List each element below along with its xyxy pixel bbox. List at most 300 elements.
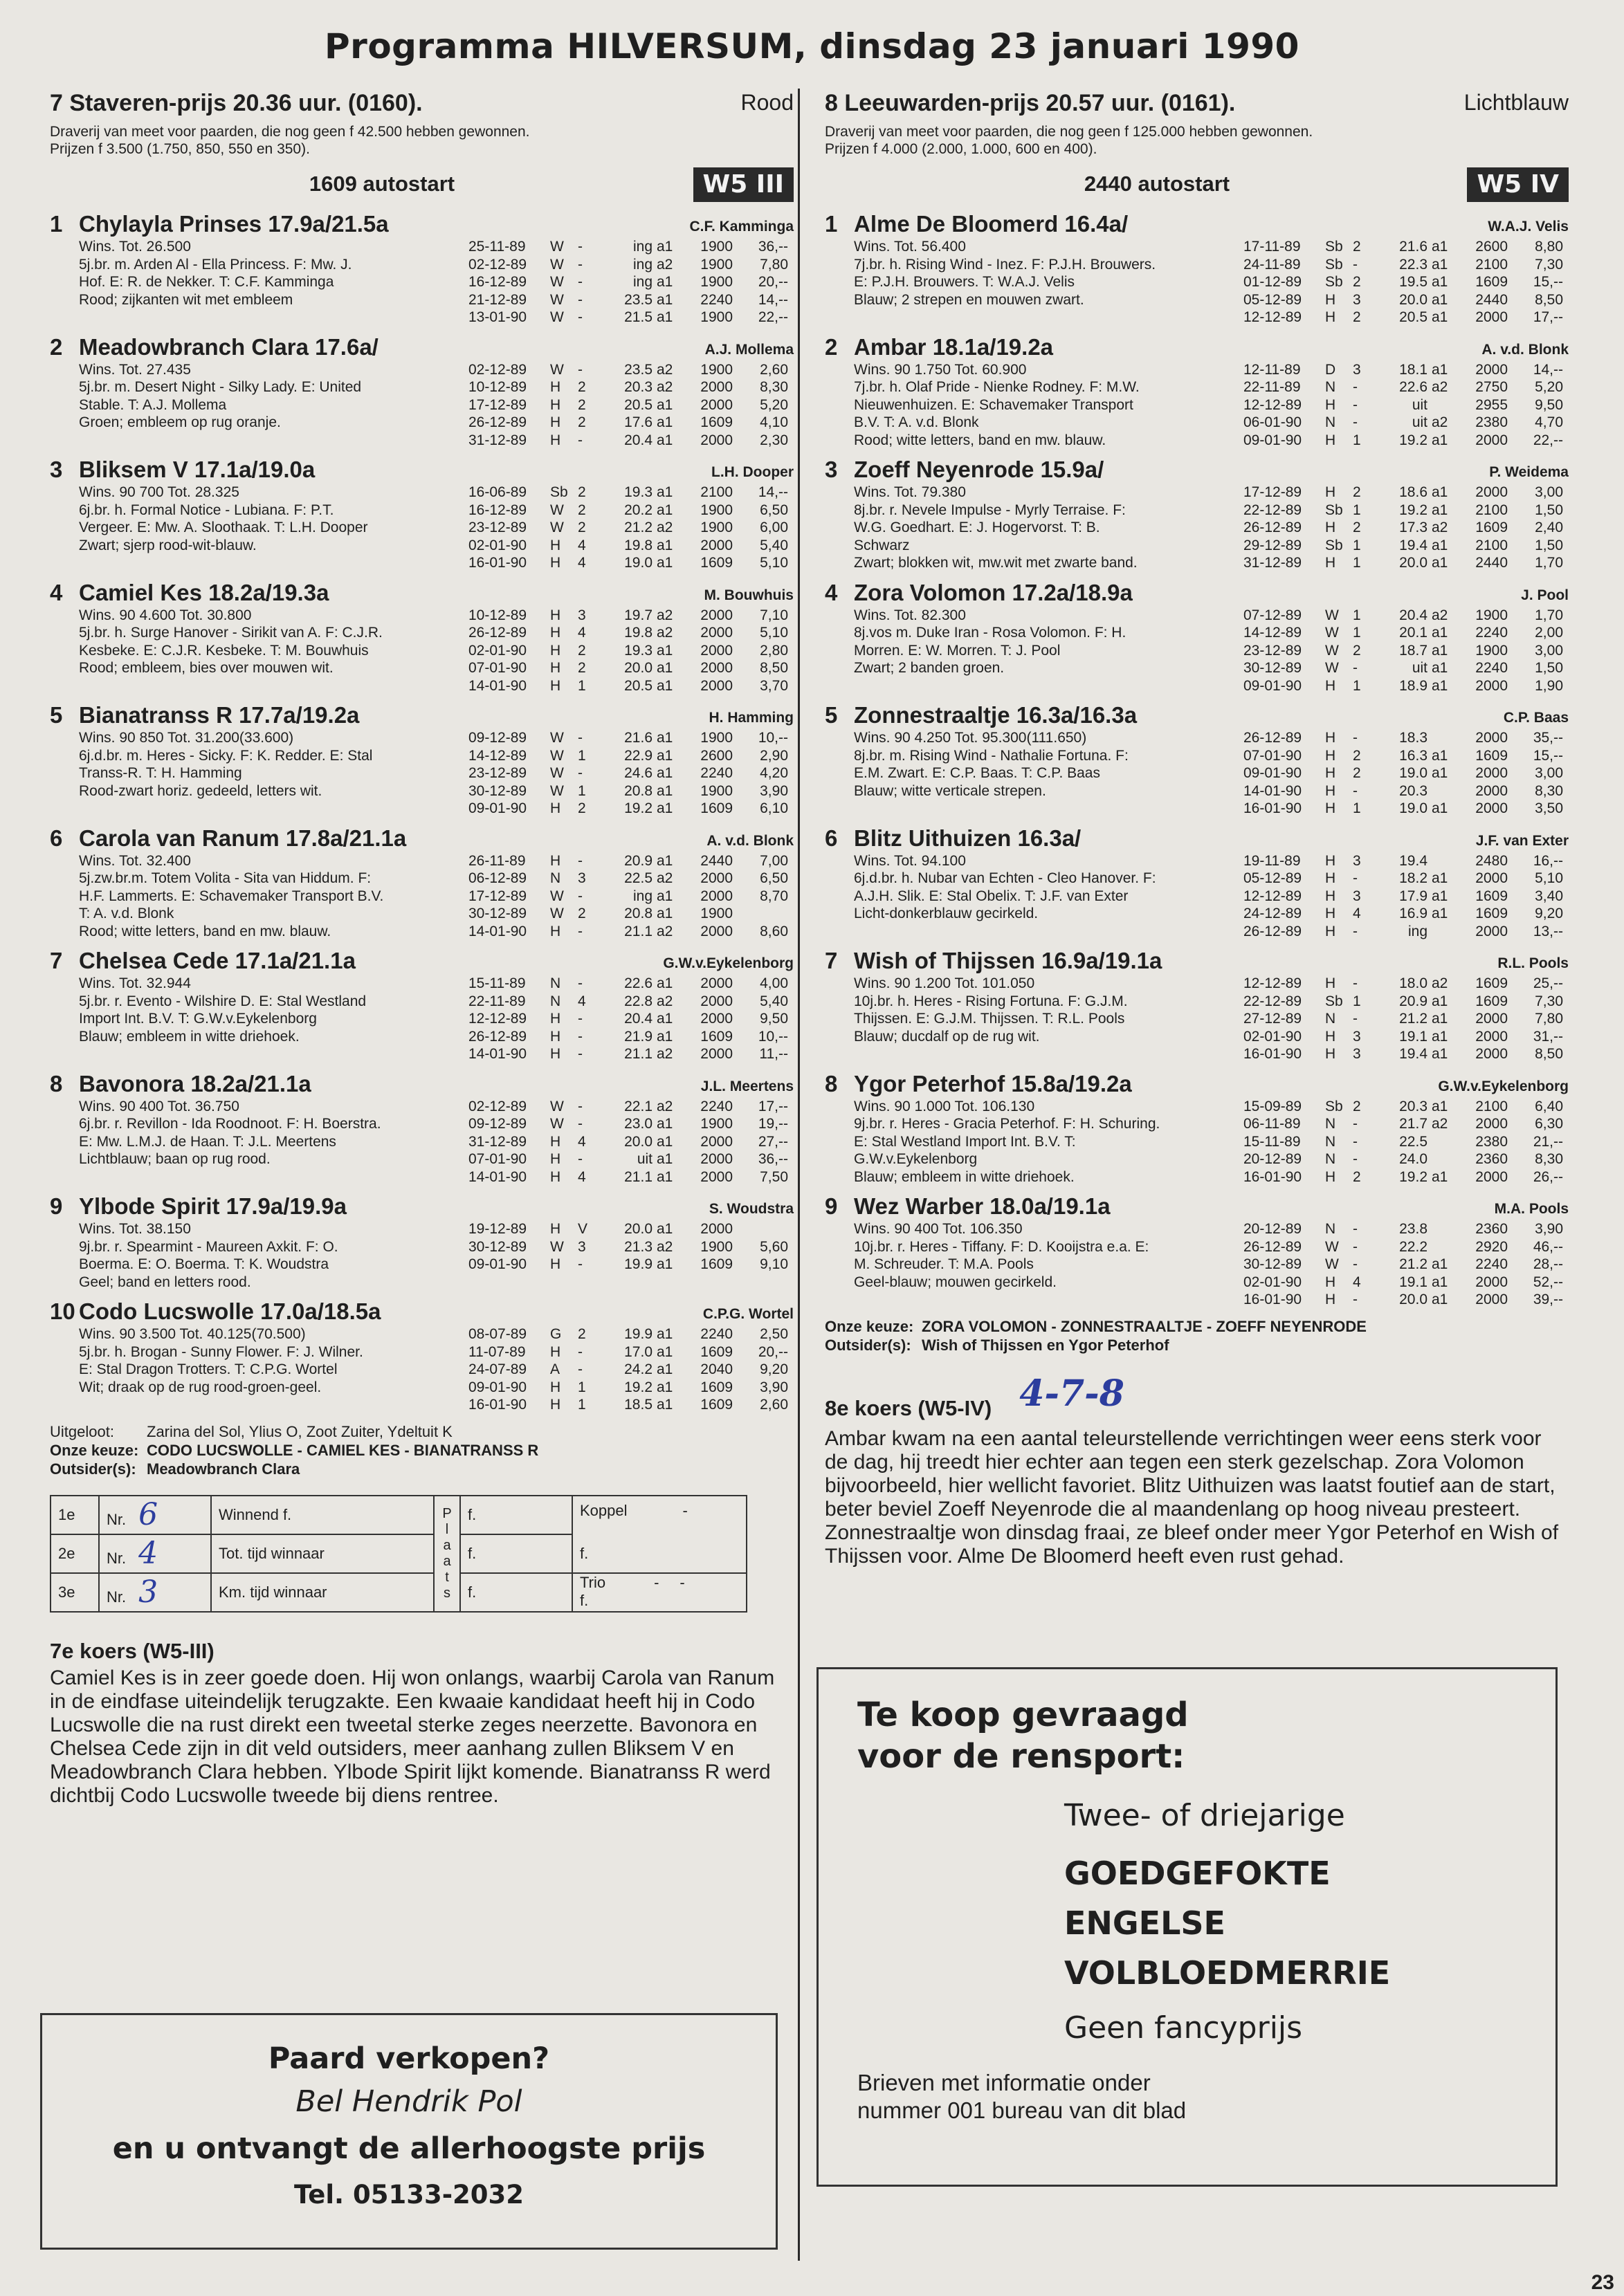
result-time: 19.3 <box>624 484 653 500</box>
ad-bold-line: VOLBLOEDMERRIE <box>1064 1954 1391 1992</box>
result-track: H <box>1325 888 1336 904</box>
result-time: 21.3 <box>624 1238 653 1255</box>
horse-entry <box>825 947 1569 1063</box>
result-row <box>468 537 794 555</box>
horse-info <box>79 361 466 432</box>
result-odds: 8,50 <box>760 660 788 676</box>
result-track: W <box>1325 642 1339 659</box>
horse-info-line: Wins. Tot. 79.380 <box>854 484 966 500</box>
horse-info-line: Thijssen. E: G.J.M. Thijssen. T: R.L. Pools <box>854 1011 1125 1027</box>
result-odds: 3,00 <box>1535 642 1563 659</box>
result-time: 20.0 <box>1399 555 1427 571</box>
result-row <box>1243 1150 1569 1168</box>
result-odds: 5,20 <box>760 396 788 413</box>
result-odds: 52,-- <box>1533 1274 1563 1290</box>
horse-details <box>825 607 1569 695</box>
result-track: W <box>550 730 564 746</box>
result-time: 20.0 <box>1399 1292 1427 1307</box>
trainer-name: A. v.d. Blonk <box>1481 341 1569 358</box>
result-distance: 2380 <box>1475 414 1508 430</box>
result-odds: 6,50 <box>760 502 788 518</box>
result-track: N <box>550 870 561 886</box>
result-track: H <box>1325 484 1336 500</box>
result-date: 30-12-89 <box>1243 660 1302 676</box>
result-start: a1 <box>1432 677 1448 694</box>
commentary-race-8 <box>825 1372 1569 1568</box>
result-place: - <box>1353 1011 1358 1027</box>
horse-number: 4 <box>50 579 63 605</box>
ad-bold-line: ENGELSE <box>1064 1904 1225 1942</box>
result-place: - <box>1353 379 1358 395</box>
horse-info-line: Blauw; embleem in witte driehoek. <box>854 1168 1075 1185</box>
result-distance: 2000 <box>1475 309 1508 325</box>
result-row <box>468 309 794 327</box>
result-date: 24-11-89 <box>1243 256 1301 273</box>
result-distance: 1900 <box>700 1238 733 1255</box>
result-distance: 2000 <box>700 607 733 623</box>
horse-info-line: Wins. Tot. 94.100 <box>854 852 966 869</box>
result-start: a2 <box>657 1238 673 1255</box>
result-row <box>1243 1028 1569 1046</box>
result-time: 23.5 <box>624 361 653 378</box>
horse-name-text: Bliksem V 17.1a/19.0a <box>79 457 316 482</box>
result-start: a1 <box>1432 906 1448 921</box>
horse-info <box>854 607 1241 677</box>
result-time: 18.3 <box>1399 730 1427 746</box>
horse-info-line: Geel; band en letters rood. <box>79 1274 251 1290</box>
horse-info-line: Wins. Tot. 32.944 <box>79 975 191 991</box>
result-track: H <box>550 1028 561 1045</box>
result-odds: 7,80 <box>760 256 788 273</box>
result-start: a1 <box>657 975 673 991</box>
result-odds: 2,00 <box>1535 625 1563 641</box>
horse-name <box>825 947 1569 975</box>
horse-info <box>854 484 1241 572</box>
result-place: - <box>578 1028 583 1045</box>
result-track: H <box>1325 1168 1336 1185</box>
result-track: W <box>550 502 564 518</box>
horse-name <box>825 210 1569 238</box>
result-row <box>468 1098 794 1116</box>
result-odds: 8,50 <box>1535 291 1563 308</box>
result-start <box>1427 1220 1458 1238</box>
horse-name-text: Codo Lucswolle 17.0a/18.5a <box>79 1298 381 1324</box>
result-distance: 2000 <box>1475 782 1508 799</box>
horse-info-line: 6j.br. h. Formal Notice - Lubiana. F: P.T. <box>79 502 334 518</box>
result-time: 22.8 <box>624 993 653 1009</box>
result-odds: 8,30 <box>1535 782 1563 799</box>
result-odds: 3,00 <box>1535 484 1563 500</box>
result-track: N <box>1325 1221 1336 1237</box>
result-place: 2 <box>578 379 586 395</box>
result-place: - <box>1353 782 1358 799</box>
result-track: H <box>550 432 561 448</box>
result-distance: 2240 <box>700 765 733 781</box>
result-odds: 26,-- <box>1533 1168 1563 1185</box>
result-distance: 2000 <box>700 975 733 991</box>
result-track: N <box>1325 1133 1336 1150</box>
horse-number: 2 <box>50 333 63 360</box>
result-time: 21.1 <box>624 1046 653 1062</box>
result-time: 20.3 <box>624 379 653 395</box>
result-row <box>1243 1256 1569 1274</box>
result-odds: 2,60 <box>760 361 788 378</box>
result-place: 2 <box>578 1326 586 1342</box>
result-date: 14-01-90 <box>468 677 527 694</box>
horse-info <box>854 852 1241 923</box>
result-place: 2 <box>1353 1098 1361 1114</box>
result-distance: 2600 <box>1475 239 1508 255</box>
result-distance: 2000 <box>1475 1274 1508 1290</box>
trainer-name: A. v.d. Blonk <box>706 832 794 849</box>
result-start: a1 <box>1432 1028 1448 1045</box>
result-start: a1 <box>1432 993 1448 1009</box>
form-koppel-label <box>580 1502 739 1520</box>
result-odds: 2,50 <box>760 1326 788 1342</box>
results-table <box>1243 1220 1569 1309</box>
result-row <box>1243 1098 1569 1116</box>
result-odds: 2,40 <box>1535 520 1563 535</box>
result-distance: 2480 <box>1475 852 1508 869</box>
results-table <box>1243 852 1569 941</box>
result-track: H <box>1325 906 1336 921</box>
result-place: - <box>578 1256 583 1272</box>
result-start: a2 <box>657 520 673 535</box>
result-date: 21-12-89 <box>468 291 527 308</box>
horse-number: 9 <box>50 1193 63 1219</box>
result-place: - <box>578 361 583 378</box>
result-track: Sb <box>1325 502 1343 518</box>
result-date: 20-12-89 <box>1243 1221 1302 1237</box>
result-time: 18.7 <box>1399 642 1427 659</box>
result-place: - <box>1353 870 1358 886</box>
result-date: 30-12-89 <box>1243 1256 1302 1272</box>
result-distance: 2240 <box>1475 625 1508 641</box>
result-distance: 2000 <box>700 1168 733 1185</box>
result-start: a1 <box>657 1343 673 1360</box>
result-date: 17-12-89 <box>1243 484 1302 500</box>
horse-info-line: 8j.br. m. Rising Wind - Nathalie Fortuna. F: <box>854 747 1129 764</box>
result-start: a1 <box>657 1397 673 1413</box>
result-date: 12-12-89 <box>1243 975 1302 991</box>
result-start <box>1427 1133 1458 1151</box>
horse-entry <box>50 333 794 450</box>
result-track: H <box>550 625 561 641</box>
result-start: a1 <box>657 1379 673 1395</box>
result-date: 16-01-90 <box>1243 800 1302 816</box>
result-odds: 10,-- <box>758 730 788 746</box>
note-line <box>50 1441 794 1460</box>
result-time: 22.2 <box>1399 1238 1427 1255</box>
result-distance: 1900 <box>700 274 733 290</box>
result-row <box>1243 870 1569 888</box>
result-track: H <box>550 379 561 395</box>
result-track: H <box>550 1046 561 1062</box>
result-odds: 22,-- <box>1533 432 1563 448</box>
result-track: H <box>1325 520 1336 535</box>
result-time: 19.1 <box>1399 1028 1427 1045</box>
result-start: a1 <box>1432 309 1448 325</box>
result-distance: 1609 <box>1475 888 1508 904</box>
trainer-name: H. Hamming <box>709 710 794 726</box>
result-row <box>1243 238 1569 256</box>
result-start: a1 <box>657 484 673 500</box>
result-odds: 13,-- <box>1533 923 1563 939</box>
result-start: a1 <box>657 1133 673 1150</box>
result-row <box>468 870 794 888</box>
horse-info <box>79 1098 466 1168</box>
note-text: Wish of Thijssen en Ygor Peterhof <box>922 1336 1169 1354</box>
horse-entry <box>50 456 794 572</box>
commentary-title <box>825 1372 1569 1424</box>
horse-number: 7 <box>50 948 63 973</box>
result-time: 19.2 <box>624 1379 653 1395</box>
result-odds: 7,30 <box>1535 993 1563 1009</box>
result-row <box>1243 484 1569 502</box>
result-distance: 2000 <box>700 379 733 395</box>
result-date: 16-01-90 <box>1243 1168 1302 1185</box>
result-odds: 28,-- <box>1533 1256 1563 1272</box>
form-nr-label: Nr. <box>107 1511 127 1528</box>
result-track: W <box>550 906 564 921</box>
result-track: H <box>550 642 561 659</box>
result-distance: 2040 <box>700 1361 733 1377</box>
result-odds: 20,-- <box>758 274 788 290</box>
result-start: a1 <box>657 1221 673 1237</box>
result-row <box>1243 993 1569 1011</box>
result-row <box>1243 852 1569 870</box>
result-distance: 2750 <box>1475 379 1508 395</box>
result-date: 29-12-89 <box>1243 537 1302 553</box>
result-row <box>1243 378 1569 396</box>
result-row <box>1243 1168 1569 1186</box>
result-row <box>468 782 794 800</box>
horse-info-line: H.F. Lammerts. E: Schavemaker Transport B.V. <box>79 888 384 904</box>
result-date: 14-12-89 <box>1243 625 1302 641</box>
results-table <box>1243 1098 1569 1186</box>
result-place: 2 <box>1353 747 1361 764</box>
result-odds: 25,-- <box>1533 975 1563 991</box>
result-row <box>468 1028 794 1046</box>
trainer-name: C.F. Kamminga <box>689 219 794 235</box>
result-odds: 7,30 <box>1535 256 1563 273</box>
trainer-name: J.L. Meertens <box>700 1078 794 1094</box>
race-conditions: Prijzen f 4.000 (2.000, 1.000, 600 en 400). <box>825 141 1097 157</box>
horse-info <box>854 1098 1241 1186</box>
horse-name-text: Wez Warber 18.0a/19.1a <box>854 1193 1111 1219</box>
result-time: 23.5 <box>624 291 653 308</box>
result-track: W <box>550 291 564 308</box>
result-place: - <box>578 309 583 325</box>
result-time: 18.2 <box>1399 870 1427 886</box>
horse-number: 5 <box>50 702 63 728</box>
result-distance: 1609 <box>1475 906 1508 921</box>
result-track: H <box>550 677 561 694</box>
result-odds: 5,40 <box>760 993 788 1009</box>
horse-name <box>50 579 794 607</box>
result-odds: 1,70 <box>1535 555 1563 571</box>
horse-name <box>825 579 1569 607</box>
result-track: W <box>550 520 564 535</box>
result-date: 06-11-89 <box>1243 1116 1301 1132</box>
result-start: a2 <box>657 361 673 378</box>
result-place: 4 <box>578 1133 586 1150</box>
advertisement-wanted <box>816 1667 1558 2187</box>
result-track: H <box>1325 782 1336 799</box>
horse-details <box>50 1098 794 1186</box>
result-row <box>468 747 794 765</box>
result-odds: 5,10 <box>760 555 788 571</box>
horse-entry <box>825 210 1569 327</box>
result-time: 17.9 <box>1399 888 1427 904</box>
form-nr-cell <box>99 1573 211 1612</box>
result-date: 19-12-89 <box>468 1221 527 1237</box>
horse-info-line: Blauw; ducdalf op de rug wit. <box>854 1028 1040 1045</box>
horse-info-line: Wins. Tot. 38.150 <box>79 1221 191 1237</box>
result-time: 19.4 <box>1399 852 1427 869</box>
result-date: 16-01-90 <box>468 555 527 571</box>
result-time: 19.0 <box>1399 765 1427 781</box>
ad-line: Twee- of driejarige <box>1064 1798 1345 1833</box>
result-distance: 1900 <box>1475 642 1508 659</box>
horse-entry <box>50 701 794 818</box>
result-track: H <box>550 1343 561 1360</box>
result-row <box>468 238 794 256</box>
result-distance: 1900 <box>1475 607 1508 623</box>
result-time: 21.2 <box>624 520 653 535</box>
result-date: 31-12-89 <box>1243 555 1302 571</box>
result-time: 23.8 <box>1399 1221 1427 1237</box>
result-odds: 1,90 <box>1535 677 1563 694</box>
horse-info-line: 6j.d.br. h. Nubar van Echten - Cleo Hanover. F: <box>854 870 1156 886</box>
result-track: H <box>1325 1274 1336 1290</box>
result-distance: 2600 <box>700 747 733 764</box>
result-date: 14-12-89 <box>468 747 527 764</box>
ad-line: Paard verkopen? <box>268 2041 550 2076</box>
result-place: - <box>1353 1151 1358 1167</box>
result-row <box>1243 519 1569 537</box>
ad-line: en u ontvangt de allerhoogste prijs <box>112 2131 706 2166</box>
result-track: N <box>1325 414 1336 430</box>
result-date: 20-12-89 <box>1243 1151 1302 1167</box>
horse-entry <box>825 579 1569 695</box>
result-row <box>1243 888 1569 906</box>
result-time: 18.1 <box>1399 361 1427 378</box>
results-table <box>1243 361 1569 450</box>
result-date: 09-01-90 <box>468 800 527 816</box>
result-start: a1 <box>1432 660 1448 676</box>
result-distance: 2000 <box>700 1221 733 1237</box>
result-row <box>468 659 794 677</box>
horse-info <box>854 238 1241 309</box>
commentary-text: Camiel Kes is in zeer goede doen. Hij won onlangs, waarbij Carola van Ranum in de eindfase uiteindelijk terugzakte. Een kwaaie kandidaat heeft hij in Codo Lucswolle die na rust direkt een tweetal sterke zeges neerzette. Bavonora en Chelsea Cede zijn in dit veld outsiders, meer aanhang zullen Bliksem V en Meadowbranch Clara hebben. Ylbode Spirit lijkt komende. Bianatranss R werd dichtbij Codo Lucswolle tweede bij diens rentree. <box>50 1666 775 1807</box>
horse-details <box>50 1220 794 1291</box>
result-row <box>468 396 794 414</box>
result-distance: 1900 <box>700 361 733 378</box>
result-track: N <box>1325 379 1336 395</box>
result-start: a2 <box>1432 379 1448 395</box>
result-track: W <box>550 361 564 378</box>
result-time: 19.1 <box>1399 1274 1427 1290</box>
horse-name-text: Zonnestraaltje 16.3a/16.3a <box>854 702 1138 728</box>
horse-name-text: Meadowbranch Clara 17.6a/ <box>79 333 378 360</box>
result-row <box>468 624 794 642</box>
result-start <box>1427 1150 1458 1168</box>
result-time: 19.2 <box>1399 1168 1427 1185</box>
horse-number: 5 <box>825 702 838 728</box>
result-place: - <box>578 239 583 255</box>
horse-info-line: Rood; zijkanten wit met embleem <box>79 291 293 308</box>
horse-details <box>825 1220 1569 1309</box>
result-place: 2 <box>1353 484 1361 500</box>
result-row <box>1243 729 1569 747</box>
horse-info-line: 6j.br. r. Revillon - Ida Roodnoot. F: H. Boerstra. <box>79 1116 381 1132</box>
result-place: - <box>578 291 583 308</box>
result-time: uit <box>637 1151 653 1167</box>
result-start: a1 <box>1432 1168 1448 1185</box>
trainer-name: C.P.G. Wortel <box>702 1306 794 1322</box>
form-label: Winnend f. <box>211 1496 434 1534</box>
result-date: 09-01-90 <box>468 1256 527 1272</box>
commentary-text: Ambar kwam na een aantal teleurstellende verrichtingen weer eens sterk voor de dag, hij treedt hier echter aan tegen een sterk gezelschap. Zora Volomon bijvoorbeeld, hier wellicht favoriet. Blitz Uithuizen was laatst foutief aan de start, beter beviel Zoeff Neyenrode die al maandenlang op hoog niveau presteert. Zonnestraaltje won dinsdag fraai, ze bleef onder meer Ygor Peterhof en Wish of Thijssen voor. Alme De Bloomerd heeft even rust gehad. <box>825 1426 1559 1568</box>
result-date: 12-12-89 <box>1243 396 1302 413</box>
horse-info-line: E: Stal Westland Import Int. B.V. T: <box>854 1133 1076 1150</box>
result-track: H <box>550 414 561 430</box>
result-distance: 2000 <box>1475 730 1508 746</box>
result-place: - <box>578 975 583 991</box>
horse-name-text: Bavonora 18.2a/21.1a <box>79 1070 311 1096</box>
result-track: W <box>550 256 564 273</box>
result-row <box>468 519 794 537</box>
result-odds: 10,-- <box>758 1028 788 1045</box>
result-distance: 2000 <box>1475 765 1508 781</box>
result-odds: 9,20 <box>1535 906 1563 921</box>
form-trio <box>572 1573 747 1612</box>
result-row <box>1243 975 1569 993</box>
result-place: 1 <box>1353 677 1361 694</box>
horse-info-line: Wins. 90 400 Tot. 36.750 <box>79 1098 239 1114</box>
result-date: 31-12-89 <box>468 1133 527 1150</box>
result-row <box>468 888 794 906</box>
result-row <box>468 554 794 572</box>
result-time: 19.4 <box>1399 537 1427 553</box>
result-distance: 2440 <box>1475 555 1508 571</box>
horse-info-line: Wins. Tot. 82.300 <box>854 607 966 623</box>
bet-type-badge: W5 IV <box>1467 167 1569 202</box>
horse-info-line: Wins. Tot. 27.435 <box>79 361 191 378</box>
horse-entry <box>825 333 1569 450</box>
result-date: 14-01-90 <box>468 1046 527 1062</box>
result-row <box>468 484 794 502</box>
horse-name-text: Camiel Kes 18.2a/19.3a <box>79 579 329 605</box>
result-start: a2 <box>657 993 673 1009</box>
horse-name-text: Ylbode Spirit 17.9a/19.9a <box>79 1193 347 1219</box>
note-label: Onze keuze: <box>825 1317 914 1335</box>
result-place: - <box>578 852 583 869</box>
horse-name <box>50 825 794 852</box>
form-dash: - <box>654 1573 659 1591</box>
result-time: 19.8 <box>624 625 653 641</box>
result-time: 22.5 <box>624 870 653 886</box>
horse-name <box>825 1193 1569 1220</box>
result-place: 2 <box>578 502 586 518</box>
result-track: H <box>1325 1028 1336 1045</box>
result-date: 14-01-90 <box>468 923 527 939</box>
result-row <box>1243 414 1569 432</box>
result-track: H <box>550 1221 561 1237</box>
result-time: 20.9 <box>624 852 653 869</box>
result-place: - <box>1353 1238 1358 1255</box>
